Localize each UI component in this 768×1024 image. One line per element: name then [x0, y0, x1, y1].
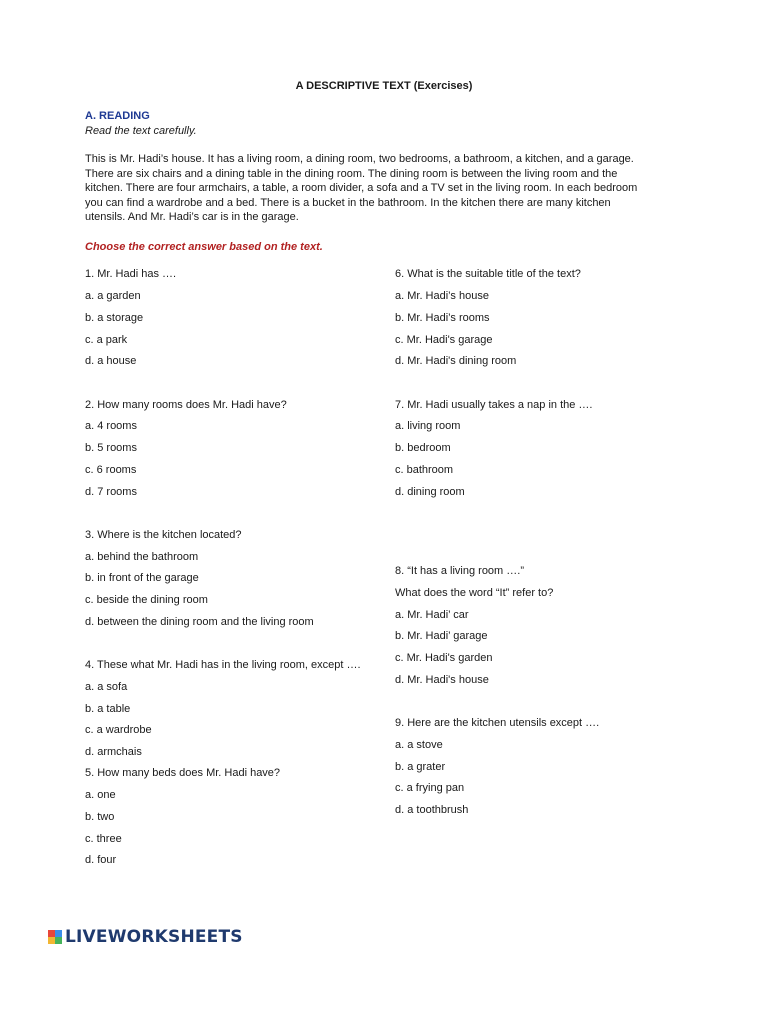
question-8-option-d[interactable]: d. Mr. Hadi's house: [395, 674, 489, 686]
question-5-stem: 5. How many beds does Mr. Hadi have?: [85, 767, 281, 779]
passage-line: kitchen. There are four armchairs, a table, a room divider, a sofa and a TV set in the living room. In each bedroom: [85, 182, 638, 195]
question-2-option-b[interactable]: b. 5 rooms: [85, 442, 137, 454]
liveworksheets-logo-icon: [48, 930, 62, 944]
question-9-option-d[interactable]: d. a toothbrush: [395, 804, 469, 816]
passage-line: This is Mr. Hadi’s house. It has a living room, a dining room, two bedrooms, a bathroom, a kitchen, and a garage.: [85, 153, 634, 165]
passage-line: you can find a wardrobe and a bed. There is a bucket in the bathroom. In the kitchen there are many kitchen: [85, 196, 611, 209]
question-2-option-a[interactable]: a. 4 rooms: [85, 420, 137, 432]
question-4-option-c[interactable]: c. a wardrobe: [85, 724, 152, 736]
passage-line: There are six chairs and a dining table in the dining room. The dining room is between the living room and the: [85, 167, 618, 180]
question-4-option-d[interactable]: d. armchais: [85, 746, 142, 758]
reading-instruction: Read the text carefully.: [85, 125, 197, 137]
question-1-option-a[interactable]: a. a garden: [85, 290, 141, 302]
question-8-option-b[interactable]: b. Mr. Hadi’ garage: [395, 630, 488, 642]
question-2-option-d[interactable]: d. 7 rooms: [85, 486, 137, 498]
question-5-option-c[interactable]: c. three: [85, 833, 122, 845]
question-6-stem: 6. What is the suitable title of the text?: [395, 268, 581, 280]
liveworksheets-logo: [48, 927, 243, 947]
question-2-option-c[interactable]: c. 6 rooms: [85, 464, 137, 476]
question-6-option-d[interactable]: d. Mr. Hadi's dining room: [395, 355, 517, 367]
reading-passage: [85, 152, 685, 225]
question-5-option-d[interactable]: d. four: [85, 854, 117, 866]
question-7-option-a[interactable]: a. living room: [395, 420, 461, 432]
question-5-option-a[interactable]: a. one: [85, 789, 116, 801]
question-4-option-b[interactable]: b. a table: [85, 703, 131, 715]
document-title: A DESCRIPTIVE TEXT (Exercises): [295, 80, 473, 92]
section-heading-reading: A. READING: [85, 110, 150, 122]
question-7-option-c[interactable]: c. bathroom: [395, 464, 454, 476]
logo-text: LIVEWORKSHEETS: [65, 927, 243, 947]
question-9-option-b[interactable]: b. a grater: [395, 761, 446, 773]
question-7-stem: 7. Mr. Hadi usually takes a nap in the ….: [395, 399, 593, 411]
question-3-option-a[interactable]: a. behind the bathroom: [85, 551, 199, 563]
question-3-stem: 3. Where is the kitchen located?: [85, 529, 242, 541]
question-4-stem: 4. These what Mr. Hadi has in the living room, except ….: [85, 659, 361, 671]
question-8-subquestion: What does the word “It” refer to?: [395, 587, 554, 599]
question-3-option-c[interactable]: c. beside the dining room: [85, 594, 208, 606]
question-7-option-b[interactable]: b. bedroom: [395, 442, 451, 454]
question-8-option-a[interactable]: a. Mr. Hadi’ car: [395, 609, 469, 621]
question-6-option-c[interactable]: c. Mr. Hadi's garage: [395, 334, 493, 346]
question-4-option-a[interactable]: a. a sofa: [85, 681, 128, 693]
question-9-stem: 9. Here are the kitchen utensils except ….: [395, 717, 600, 729]
question-1-option-d[interactable]: d. a house: [85, 355, 137, 367]
question-1-option-b[interactable]: b. a storage: [85, 312, 144, 324]
question-8-option-c[interactable]: c. Mr. Hadi's garden: [395, 652, 493, 664]
question-5-option-b[interactable]: b. two: [85, 811, 115, 823]
question-6-option-a[interactable]: a. Mr. Hadi’s house: [395, 290, 489, 302]
passage-line: utensils. And Mr. Hadi’s car is in the garage.: [85, 211, 299, 224]
question-1-option-c[interactable]: c. a park: [85, 334, 128, 346]
question-7-option-d[interactable]: d. dining room: [395, 486, 465, 498]
question-6-option-b[interactable]: b. Mr. Hadi’s rooms: [395, 312, 490, 324]
question-9-option-a[interactable]: a. a stove: [395, 739, 443, 751]
question-8-stem: 8. “It has a living room ….”: [395, 565, 524, 577]
question-3-option-b[interactable]: b. in front of the garage: [85, 572, 199, 584]
question-2-stem: 2. How many rooms does Mr. Hadi have?: [85, 399, 287, 411]
question-9-option-c[interactable]: c. a frying pan: [395, 782, 465, 794]
question-3-option-d[interactable]: d. between the dining room and the living room: [85, 616, 314, 628]
question-1-stem: 1. Mr. Hadi has ….: [85, 268, 177, 280]
answer-directive: Choose the correct answer based on the text.: [85, 241, 323, 253]
